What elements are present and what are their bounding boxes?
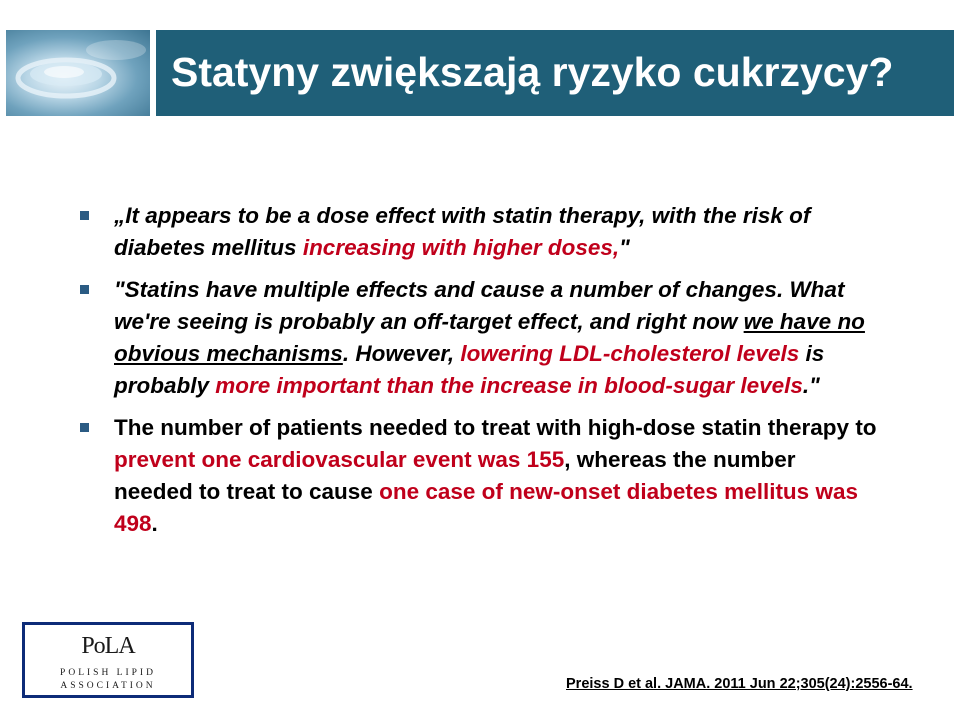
text-segment: is probably (114, 341, 825, 398)
highlight-text: increasing with higher doses, (302, 235, 620, 260)
text-segment: . (151, 511, 158, 536)
highlight-text: more important than the increase in blood-sugar levels (215, 373, 803, 398)
text-segment: , whereas the number needed to treat to cause (114, 447, 796, 504)
square-bullet-icon (80, 285, 89, 294)
square-bullet-icon (80, 211, 89, 220)
highlight-text: one case of new-onset diabetes mellitus was 498 (114, 479, 858, 536)
text-segment: ." (802, 373, 820, 398)
bullet-list (80, 200, 880, 550)
text-segment: "Statins have multiple effects and cause a number of changes. What we're seeing is probably an off-target effect, and right now (114, 277, 845, 334)
bullet-nnt (80, 412, 880, 540)
text-segment: „It appears to be a dose effect with statin therapy, with the risk of diabetes mellitus (114, 203, 811, 260)
logo-line-1: POLISH LIPID (60, 668, 156, 678)
header-divider (150, 30, 156, 116)
text-segment: " (619, 235, 630, 260)
pola-logo (22, 622, 194, 698)
citation: Preiss D et al. JAMA. 2011 Jun 22;305(24):2556-64. (566, 676, 913, 692)
highlight-text: prevent one cardiovascular event was 155 (114, 447, 565, 472)
page-title: Statyny zwiększają ryzyko cukrzycy? (171, 49, 894, 95)
bullet-dose-effect (80, 200, 880, 264)
square-bullet-icon (80, 423, 89, 432)
logo-line-2: ASSOCIATION (60, 681, 156, 691)
bullet-multiple-effects (80, 274, 880, 402)
underlined-text: we have no obvious mechanisms (114, 309, 865, 366)
lens-image (6, 30, 150, 116)
logo-mark: PoLA (81, 633, 135, 659)
highlight-text: lowering LDL-cholesterol levels (460, 341, 800, 366)
text-segment: The number of patients needed to treat with high-dose statin therapy to (114, 415, 877, 440)
title-bar (6, 30, 954, 116)
text-segment: . However, (342, 341, 461, 366)
